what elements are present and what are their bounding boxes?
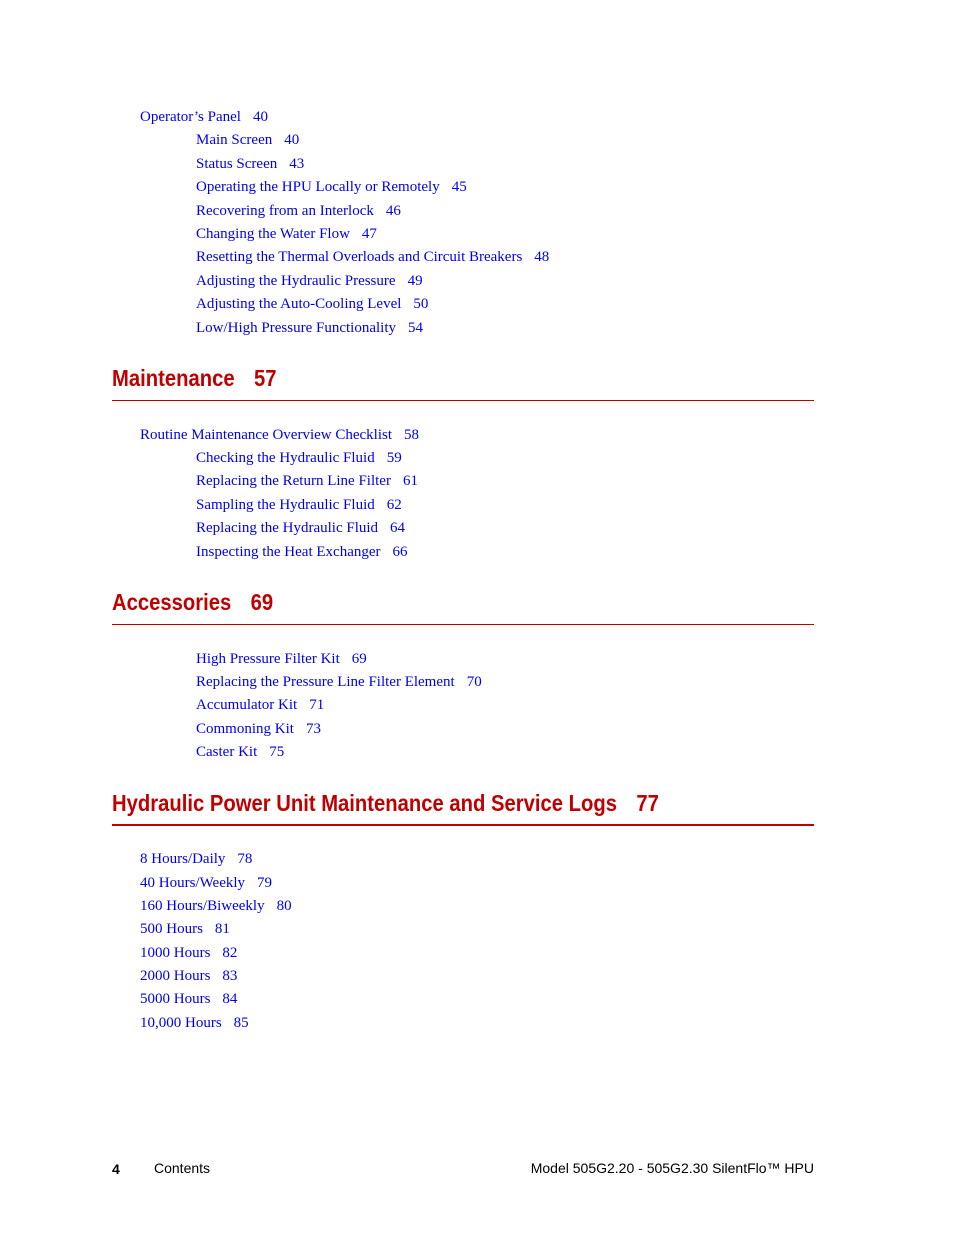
toc-entry-page: 46 <box>385 203 401 219</box>
toc-entry-status-screen[interactable] <box>196 155 304 173</box>
toc-entry-recovering-interlock[interactable] <box>196 202 401 220</box>
section-heading-page: 57 <box>253 365 277 391</box>
toc-entry-title: 40 Hours/Weekly <box>140 875 246 891</box>
toc-entry-5000-hours[interactable] <box>140 990 237 1008</box>
toc-entry-page: 49 <box>407 273 423 289</box>
toc-entry-title: Adjusting the Hydraulic Pressure <box>196 273 396 289</box>
toc-entry-title: Routine Maintenance Overview Checklist <box>140 427 393 443</box>
toc-entry-page: 66 <box>392 544 408 560</box>
toc-entry-inspecting-heat-exchanger[interactable] <box>196 543 408 561</box>
toc-entry-page: 83 <box>222 968 238 984</box>
toc-entry-replacing-pressure-filter[interactable] <box>196 673 482 691</box>
toc-entry-page: 40 <box>252 109 268 125</box>
toc-entry-title: Operator’s Panel <box>140 109 241 125</box>
section-heading-title: Maintenance <box>112 365 235 391</box>
toc-entry-page: 61 <box>402 473 418 489</box>
toc-entry-caster-kit[interactable] <box>196 743 284 761</box>
section-heading-title: Hydraulic Power Unit Maintenance and Service Logs <box>112 790 618 816</box>
toc-entry-page: 78 <box>237 851 253 867</box>
toc-entry-replacing-fluid[interactable] <box>196 519 405 537</box>
toc-entry-page: 45 <box>451 179 467 195</box>
toc-entry-title: 500 Hours <box>140 921 203 937</box>
toc-entry-page: 81 <box>214 921 230 937</box>
toc-entry-page: 82 <box>222 945 238 961</box>
toc-entry-title: Commoning Kit <box>196 721 294 737</box>
toc-entry-accumulator-kit[interactable] <box>196 696 324 714</box>
toc-entry-page: 69 <box>351 651 367 667</box>
toc-entry-title: Replacing the Pressure Line Filter Element <box>196 674 455 690</box>
toc-entry-title: Inspecting the Heat Exchanger <box>196 544 381 560</box>
section-heading-title: Accessories <box>112 589 232 615</box>
toc-entry-title: Adjusting the Auto-Cooling Level <box>196 296 402 312</box>
toc-entry-500-hours[interactable] <box>140 920 230 938</box>
toc-entry-routine-checklist[interactable] <box>140 426 419 444</box>
toc-entry-changing-water-flow[interactable] <box>196 225 377 243</box>
toc-entry-page: 50 <box>413 296 429 312</box>
toc-entry-title: Recovering from an Interlock <box>196 203 374 219</box>
toc-entry-title: Status Screen <box>196 156 278 172</box>
toc-entry-1000-hours[interactable] <box>140 944 237 962</box>
toc-entry-title: Replacing the Return Line Filter <box>196 473 391 489</box>
toc-entry-title: 5000 Hours <box>140 991 211 1007</box>
toc-entry-2000-hours[interactable] <box>140 967 237 985</box>
toc-entry-page: 62 <box>386 497 402 513</box>
toc-entry-title: 160 Hours/Biweekly <box>140 898 265 914</box>
toc-entry-title: Resetting the Thermal Overloads and Circuit Breakers <box>196 249 523 265</box>
toc-entry-replacing-return-filter[interactable] <box>196 472 418 490</box>
toc-entry-title: 1000 Hours <box>140 945 211 961</box>
toc-entry-title: Accumulator Kit <box>196 697 298 713</box>
toc-entry-page: 48 <box>534 249 550 265</box>
toc-entry-page: 59 <box>386 450 402 466</box>
toc-entry-title: Checking the Hydraulic Fluid <box>196 450 375 466</box>
section-divider <box>112 824 814 826</box>
toc-entry-page: 85 <box>233 1015 249 1031</box>
section-heading-page: 69 <box>250 589 274 615</box>
toc-entry-title: Operating the HPU Locally or Remotely <box>196 179 440 195</box>
toc-entry-checking-fluid[interactable] <box>196 449 402 467</box>
toc-entry-page: 84 <box>222 991 238 1007</box>
toc-entry-title: Sampling the Hydraulic Fluid <box>196 497 375 513</box>
section-heading-accessories[interactable] <box>112 588 273 616</box>
footer-section-name: Contents <box>154 1160 211 1176</box>
toc-entry-adjusting-hydraulic-pressure[interactable] <box>196 272 423 290</box>
toc-entry-page: 79 <box>257 875 273 891</box>
toc-entry-title: High Pressure Filter Kit <box>196 651 340 667</box>
toc-entry-page: 54 <box>407 320 423 336</box>
toc-entry-adjusting-auto-cooling[interactable] <box>196 295 428 313</box>
toc-entry-operators-panel[interactable] <box>140 108 268 126</box>
toc-entry-title: Caster Kit <box>196 744 258 760</box>
toc-entry-sampling-fluid[interactable] <box>196 496 402 514</box>
toc-entry-operating-locally-remotely[interactable] <box>196 178 467 196</box>
toc-entry-page: 80 <box>276 898 292 914</box>
toc-entry-page: 58 <box>404 427 420 443</box>
toc-entry-page: 75 <box>269 744 285 760</box>
section-heading-maintenance[interactable] <box>112 364 276 392</box>
toc-entry-title: Main Screen <box>196 132 273 148</box>
toc-entry-title: 8 Hours/Daily <box>140 851 226 867</box>
section-divider <box>112 624 814 625</box>
toc-entry-page: 71 <box>309 697 325 713</box>
footer-page-number: 4 <box>112 1161 120 1177</box>
section-heading-page: 77 <box>636 790 659 816</box>
toc-entry-title: Replacing the Hydraulic Fluid <box>196 520 379 536</box>
toc-entry-page: 73 <box>305 721 321 737</box>
toc-entry-8-hours-daily[interactable] <box>140 850 252 868</box>
toc-entry-page: 47 <box>361 226 377 242</box>
toc-entry-title: 2000 Hours <box>140 968 211 984</box>
toc-entry-title: Low/High Pressure Functionality <box>196 320 396 336</box>
toc-entry-commoning-kit[interactable] <box>196 720 321 738</box>
toc-entry-title: 10,000 Hours <box>140 1015 222 1031</box>
toc-entry-160-hours-biweekly[interactable] <box>140 897 292 915</box>
toc-entry-10000-hours[interactable] <box>140 1014 249 1032</box>
toc-entry-40-hours-weekly[interactable] <box>140 874 272 892</box>
toc-entry-title: Changing the Water Flow <box>196 226 350 242</box>
section-heading-service-logs[interactable] <box>112 789 659 817</box>
toc-entry-page: 43 <box>289 156 305 172</box>
toc-entry-page: 70 <box>466 674 482 690</box>
toc-entry-low-high-pressure[interactable] <box>196 319 423 337</box>
toc-entry-page: 40 <box>284 132 300 148</box>
toc-entry-main-screen[interactable] <box>196 131 299 149</box>
footer-model-name: Model 505G2.20 - 505G2.30 SilentFlo™ HPU <box>530 1160 814 1176</box>
section-divider <box>112 400 814 401</box>
toc-entry-page: 64 <box>390 520 406 536</box>
toc-entry-high-pressure-filter-kit[interactable] <box>196 650 367 668</box>
toc-entry-resetting-thermal-overloads[interactable] <box>196 248 549 266</box>
